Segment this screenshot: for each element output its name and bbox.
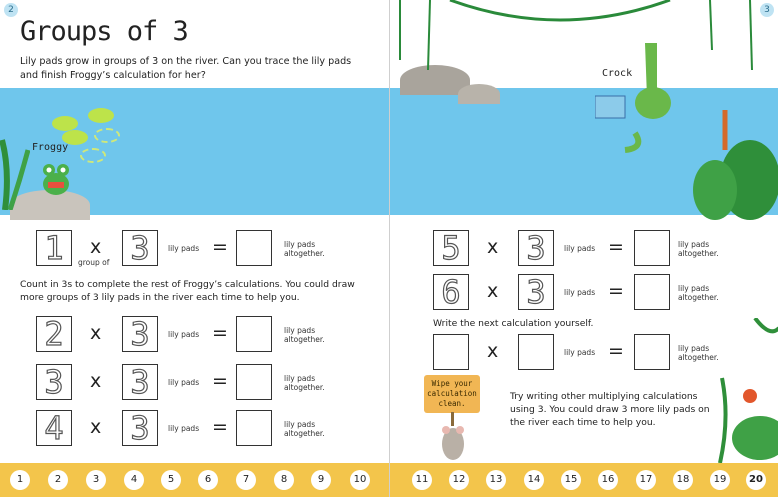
traceable-digit: 6 — [441, 273, 461, 311]
number-line-item: 15 — [561, 470, 581, 490]
number-line-item: 17 — [636, 470, 656, 490]
page-title: Groups of 3 — [20, 16, 188, 47]
unit-label: lily pads — [168, 330, 200, 339]
number-line-item: 20 — [746, 470, 766, 490]
traceable-digit: 2 — [44, 315, 64, 353]
number-box[interactable] — [433, 334, 469, 370]
unit-label: lily pads — [168, 424, 200, 433]
number-box[interactable] — [518, 230, 554, 266]
equals-sign: = — [608, 340, 624, 362]
vines-illustration — [390, 0, 778, 90]
calculation-row — [0, 228, 389, 270]
answer-box[interactable] — [634, 334, 670, 370]
answer-box[interactable] — [634, 274, 670, 310]
number-box[interactable] — [122, 364, 158, 400]
number-line-item: 11 — [412, 470, 432, 490]
crock-label: Crock — [602, 68, 633, 79]
number-line — [0, 463, 389, 497]
number-box[interactable] — [36, 230, 72, 266]
calculation-row — [0, 362, 389, 404]
traceable-digit: 3 — [526, 229, 546, 267]
number-line-item: 12 — [449, 470, 469, 490]
flower-plant-illustration — [710, 318, 778, 463]
traceable-digit: 3 — [44, 363, 64, 401]
answer-box[interactable] — [236, 316, 272, 352]
equals-sign: = — [608, 236, 624, 258]
traceable-digit: 1 — [44, 229, 64, 267]
number-line-item: 18 — [673, 470, 693, 490]
answer-box[interactable] — [236, 410, 272, 446]
number-line-item: 6 — [198, 470, 218, 490]
wipe-clean-sign — [424, 375, 480, 413]
instruction-text: Count in 3s to complete the rest of Froggy’s calculations. You could draw more groups of 3 lily pads in the river each time to help you. — [20, 279, 355, 303]
times-sign: x — [90, 370, 102, 392]
right-page — [389, 0, 778, 497]
times-sign: x — [90, 416, 102, 438]
traceable-digit: 5 — [441, 229, 461, 267]
plant-illustration — [0, 130, 30, 210]
number-line-item: 8 — [274, 470, 294, 490]
calculation-row — [0, 314, 389, 356]
bottom-instruction: Try writing other multiplying calculations using 3. You could draw 3 more lily pads on the river each time to help you. — [510, 391, 710, 428]
number-line-item: 4 — [124, 470, 144, 490]
frog-illustration — [36, 158, 76, 198]
number-box[interactable] — [36, 316, 72, 352]
traceable-digit: 3 — [130, 315, 150, 353]
traceable-digit: 4 — [44, 409, 64, 447]
page-number: 3 — [760, 3, 774, 17]
number-box[interactable] — [518, 274, 554, 310]
times-sign: x — [90, 236, 102, 258]
equals-sign: = — [608, 280, 624, 302]
times-sign: x — [90, 322, 102, 344]
traceable-lily-pad[interactable] — [94, 128, 120, 143]
answer-box[interactable] — [634, 230, 670, 266]
number-box[interactable] — [36, 364, 72, 400]
unit-label: lily pads — [564, 244, 596, 253]
equals-sign: = — [212, 322, 228, 344]
unit-label: lily pads — [168, 378, 200, 387]
unit-label: lily pads — [564, 288, 596, 297]
altogether-label: lily pads altogether. — [284, 326, 325, 344]
equals-sign: = — [212, 236, 228, 258]
calculation-row — [390, 272, 778, 314]
altogether-label: lily pads altogether. — [678, 344, 719, 362]
answer-box[interactable] — [236, 230, 272, 266]
page-number: 2 — [4, 3, 18, 17]
sign-text: Wipe your calculation clean. — [427, 379, 477, 408]
number-line-item: 2 — [48, 470, 68, 490]
altogether-label: lily pads altogether. — [284, 374, 325, 392]
calculation-row — [0, 408, 389, 450]
number-line — [390, 463, 778, 497]
crocodile-illustration — [595, 38, 685, 158]
number-line-item: 3 — [86, 470, 106, 490]
number-line-item: 14 — [524, 470, 544, 490]
number-box[interactable] — [433, 274, 469, 310]
number-line-item: 10 — [350, 470, 370, 490]
number-line-item: 9 — [311, 470, 331, 490]
answer-box[interactable] — [236, 364, 272, 400]
froggy-label: Froggy — [32, 142, 69, 153]
calculation-row — [390, 228, 778, 270]
unit-label: lily pads — [564, 348, 596, 357]
number-box[interactable] — [36, 410, 72, 446]
traceable-digit: 3 — [526, 273, 546, 311]
number-box[interactable] — [433, 230, 469, 266]
next-instruction: Write the next calculation yourself. — [433, 318, 594, 329]
number-box[interactable] — [122, 316, 158, 352]
altogether-label: lily pads altogether. — [678, 240, 719, 258]
altogether-label: lily pads altogether. — [678, 284, 719, 302]
traceable-digit: 3 — [130, 409, 150, 447]
intro-text: Lily pads grow in groups of 3 on the river. Can you trace the lily pads and finish Froggy’s calculation for her? — [20, 56, 352, 81]
number-line-item: 7 — [236, 470, 256, 490]
traceable-lily-pad[interactable] — [80, 148, 106, 163]
number-box[interactable] — [518, 334, 554, 370]
altogether-label: lily pads altogether. — [284, 240, 325, 258]
traceable-digit: 3 — [130, 229, 150, 267]
number-line-item: 19 — [710, 470, 730, 490]
altogether-label: lily pads altogether. — [284, 420, 325, 438]
traceable-digit: 3 — [130, 363, 150, 401]
mouse-illustration — [438, 412, 468, 464]
unit-label: lily pads — [168, 244, 200, 253]
number-line-item: 1 — [10, 470, 30, 490]
equals-sign: = — [212, 370, 228, 392]
plant-illustration — [680, 110, 778, 220]
number-line-item: 5 — [161, 470, 181, 490]
lily-pad — [52, 116, 78, 131]
times-sign: x — [487, 236, 499, 258]
group-of-label: group of — [78, 258, 110, 267]
number-box[interactable] — [122, 230, 158, 266]
number-line-item: 16 — [598, 470, 618, 490]
times-sign: x — [487, 340, 499, 362]
lily-pad — [88, 108, 114, 123]
equals-sign: = — [212, 416, 228, 438]
number-box[interactable] — [122, 410, 158, 446]
number-line-item: 13 — [486, 470, 506, 490]
times-sign: x — [487, 280, 499, 302]
